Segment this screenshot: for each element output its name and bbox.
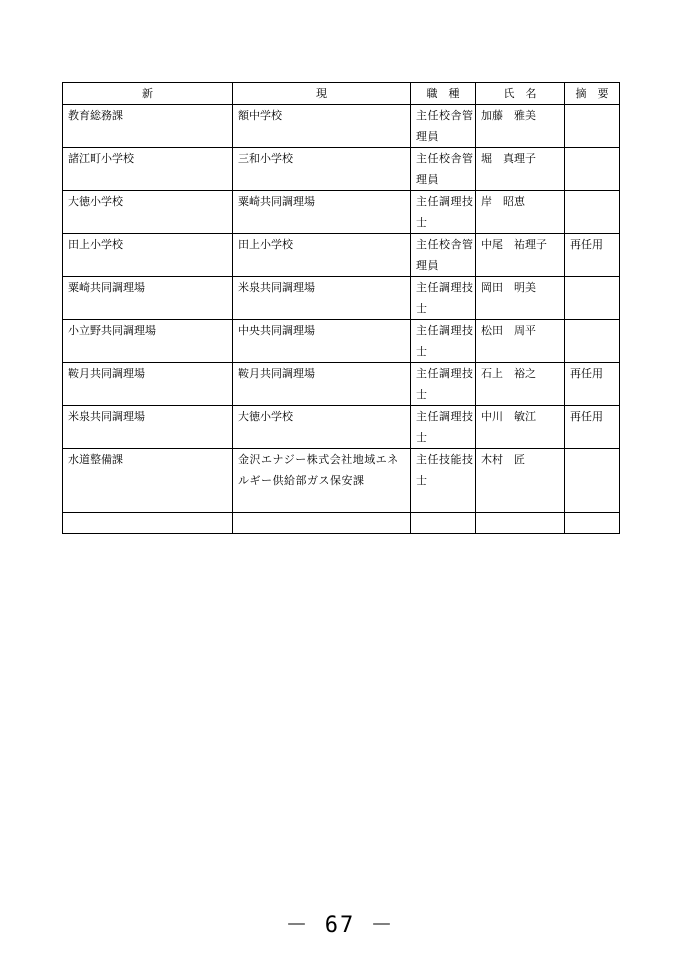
cell-name: 木村 匠: [476, 449, 565, 513]
cell-name: 岡田 明美: [476, 277, 565, 320]
cell-note: 再任用: [565, 234, 620, 277]
cell-current: 田上小学校: [233, 234, 411, 277]
cell-empty: [233, 513, 411, 534]
cell-new: 諸江町小学校: [63, 148, 233, 191]
table-row: [63, 148, 620, 191]
cell-job: 主任調理技士: [411, 277, 476, 320]
header-name: 氏 名: [476, 83, 565, 105]
cell-job: 主任調理技士: [411, 406, 476, 449]
table-row: [63, 234, 620, 277]
cell-current: 金沢エナジー株式会社地域エネルギー供給部ガス保安課: [233, 449, 411, 513]
cell-current: 鞍月共同調理場: [233, 363, 411, 406]
cell-current: 米泉共同調理場: [233, 277, 411, 320]
cell-note: 再任用: [565, 363, 620, 406]
cell-name: 石上 裕之: [476, 363, 565, 406]
cell-name: 松田 周平: [476, 320, 565, 363]
header-current: 現: [233, 83, 411, 105]
cell-current: 三和小学校: [233, 148, 411, 191]
cell-job: 主任校舎管理員: [411, 148, 476, 191]
cell-name: 中尾 祐理子: [476, 234, 565, 277]
cell-name: 堀 真理子: [476, 148, 565, 191]
cell-job: 主任調理技士: [411, 363, 476, 406]
cell-job: 主任調理技士: [411, 191, 476, 234]
cell-name: 中川 敏江: [476, 406, 565, 449]
cell-note: [565, 191, 620, 234]
cell-name: 加藤 雅美: [476, 105, 565, 148]
cell-new: 教育総務課: [63, 105, 233, 148]
table-row-empty: [63, 513, 620, 534]
cell-note: [565, 277, 620, 320]
cell-new: 米泉共同調理場: [63, 406, 233, 449]
cell-note: [565, 148, 620, 191]
table-row: [63, 191, 620, 234]
table-row: [63, 277, 620, 320]
cell-new: 粟崎共同調理場: [63, 277, 233, 320]
table-row: [63, 449, 620, 513]
cell-current: 額中学校: [233, 105, 411, 148]
table-row: [63, 320, 620, 363]
cell-current: 粟崎共同調理場: [233, 191, 411, 234]
cell-empty: [411, 513, 476, 534]
cell-new: 鞍月共同調理場: [63, 363, 233, 406]
page-number: － 67 －: [285, 913, 395, 938]
cell-job: 主任校舎管理員: [411, 105, 476, 148]
cell-job: 主任校舎管理員: [411, 234, 476, 277]
header-job: 職 種: [411, 83, 476, 105]
cell-new: 小立野共同調理場: [63, 320, 233, 363]
cell-current: 中央共同調理場: [233, 320, 411, 363]
header-new: 新: [63, 83, 233, 105]
cell-note: [565, 105, 620, 148]
table-row: [63, 363, 620, 406]
cell-note: [565, 449, 620, 513]
table-header-row: [63, 83, 620, 105]
cell-new: 水道整備課: [63, 449, 233, 513]
cell-note: 再任用: [565, 406, 620, 449]
cell-empty: [565, 513, 620, 534]
cell-current: 大徳小学校: [233, 406, 411, 449]
cell-new: 大徳小学校: [63, 191, 233, 234]
cell-empty: [63, 513, 233, 534]
header-note: 摘 要: [565, 83, 620, 105]
cell-new: 田上小学校: [63, 234, 233, 277]
cell-empty: [476, 513, 565, 534]
personnel-table: [62, 82, 620, 534]
cell-job: 主任技能技士: [411, 449, 476, 513]
table-row: [63, 105, 620, 148]
table-row: [63, 406, 620, 449]
cell-job: 主任調理技士: [411, 320, 476, 363]
cell-note: [565, 320, 620, 363]
cell-name: 岸 昭恵: [476, 191, 565, 234]
